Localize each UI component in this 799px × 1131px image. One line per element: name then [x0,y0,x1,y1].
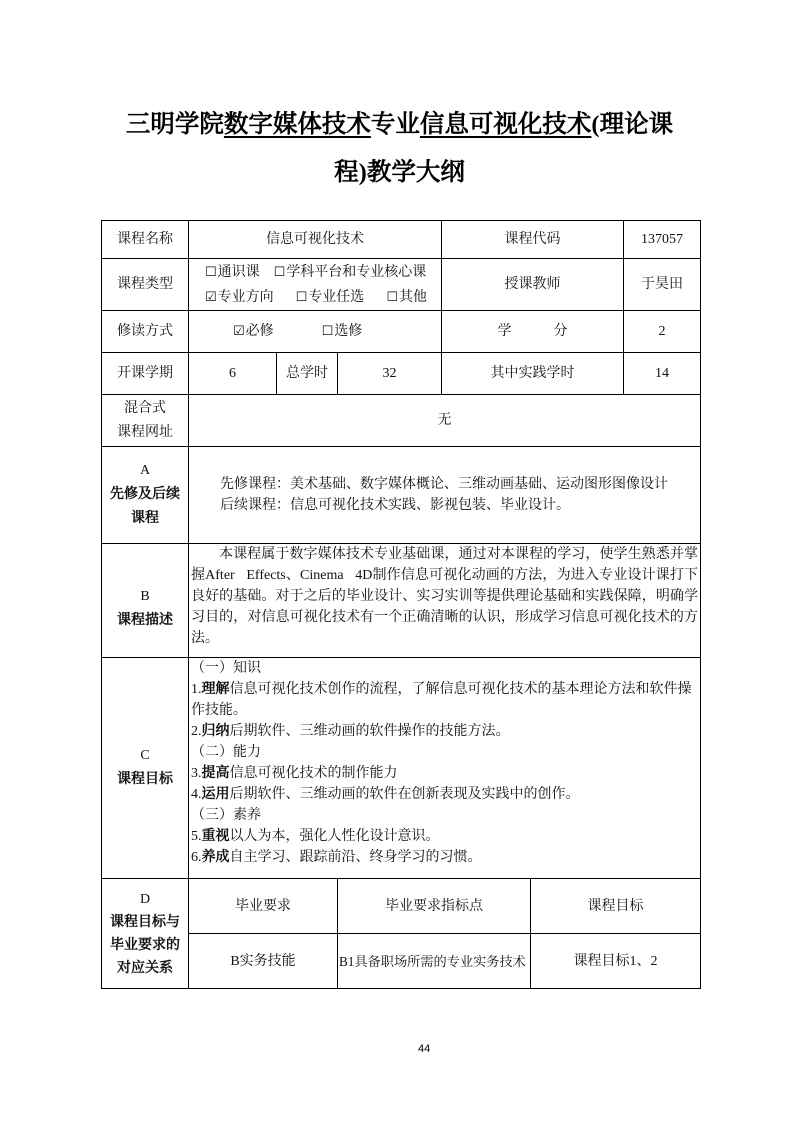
course-type-options-line-1 [205,260,439,285]
objective-number: 3. [191,766,202,781]
course-type-label: 课程类型 [102,259,189,311]
practice-hours-label: 其中实践学时 [442,353,624,395]
total-hours-value: 32 [338,353,442,395]
course-url-label-line: 混合式 [124,400,166,416]
objective-text: 信息可视化技术创作的流程，了解信息可视化技术的基本理论方法和软件操作技能。 [191,682,692,718]
follow-up-courses: 后续课程：信息可视化技术实践、影视包装、毕业设计。 [220,498,570,513]
mapping-row [102,934,701,989]
title-major-suffix: 专业 [370,111,420,138]
section-d-label [102,879,189,989]
checkbox-checked-icon: ☑ [233,324,245,339]
objective-text: 后期软件、三维动画的软件操作的技能方法。 [229,724,510,739]
mapping-header-indicator: 毕业要求指标点 [338,879,531,934]
course-name-row [102,221,701,259]
course-url-row [102,395,701,447]
checkbox-unchecked-icon: ☐ [273,264,286,280]
section-title: 课程描述 [117,612,173,628]
course-description [189,544,701,658]
checkbox-unchecked-icon: ☐ [386,289,398,305]
document-title [0,101,799,197]
option-core-course [274,260,427,285]
option-label: 学科平台和专业核心课 [286,264,427,280]
section-c-row [102,658,701,879]
option-general-education [205,260,260,285]
section-b-label [102,544,189,658]
course-url-label [102,395,189,447]
course-name-value: 信息可视化技术 [189,221,442,259]
checkbox-unchecked-icon: ☐ [295,289,308,305]
course-type-options-line-2 [205,285,439,310]
section-b-row [102,544,701,658]
section-c-label [102,658,189,879]
objective-verb: 运用 [201,787,230,802]
section-title-line: 先修及后续 [110,487,180,502]
checkbox-unchecked-icon: ☐ [205,264,217,280]
objective-number: 5. [191,829,202,844]
syllabus-table [101,220,701,989]
credit-label: 学 分 [442,311,624,353]
practice-hours-value: 14 [624,353,701,395]
teacher-label: 授课教师 [442,259,624,311]
objective-text: 以人为本，强化人性化设计意识。 [229,829,440,844]
objective-text: 后期软件、三维动画的软件在创新表现及实践中的创作。 [229,787,580,802]
section-a-row [102,447,701,544]
section-d-header-row [102,879,701,934]
objective-item [191,679,698,721]
option-elective [296,285,365,310]
option-other [386,285,427,310]
teacher-value: 于昊田 [624,259,701,311]
section-letter: C [140,748,150,763]
option-optional [322,321,363,342]
course-name-label: 课程名称 [102,221,189,259]
objective-item [191,763,698,784]
objective-group-heading: （三）素养 [191,808,261,823]
option-required [233,321,274,342]
mapping-requirement: B实务技能 [189,934,338,989]
course-type-options [189,259,442,311]
section-letter: A [139,463,151,478]
objective-verb: 重视 [201,829,230,844]
section-title-line: 课程 [131,511,159,526]
page-number: 44 [418,1043,431,1055]
option-label: 选修 [334,324,363,339]
option-label: 必修 [245,324,274,339]
objective-item [191,826,698,847]
objective-number: 4. [191,787,202,802]
objective-item [191,847,698,868]
section-title: 课程目标 [117,772,173,787]
study-mode-label: 修读方式 [102,311,189,353]
section-letter: D [139,891,151,907]
total-hours-label: 总学时 [277,353,338,395]
objective-verb: 养成 [201,850,230,865]
option-specialization [205,285,274,310]
objective-group-heading: （二）能力 [191,745,261,760]
checkbox-unchecked-icon: ☐ [321,324,334,339]
option-label: 专业方向 [217,289,274,305]
option-label: 其他 [398,289,427,305]
course-url-label-line: 课程网址 [117,424,173,440]
course-type-row [102,259,701,311]
course-url-value: 无 [189,395,701,447]
objective-item [191,721,698,742]
course-code-label: 课程代码 [442,221,624,259]
credit-value: 2 [624,311,701,353]
title-line2: 程)教学大纲 [334,159,465,186]
title-course-name: 信息可视化技术 [419,111,592,138]
semester-value: 6 [189,353,277,395]
semester-label: 开课学期 [102,353,189,395]
objective-item [191,784,698,805]
title-major: 数字媒体技术 [223,111,371,138]
course-description-text: 本课程属于数字媒体技术专业基础课，通过对本课程的学习，使学生熟悉并掌握After Effects、Cinema 4D制作信息可视化动画的方法，为进入专业设计课打下良好的基础。对于之后的毕业设计、实习实训等提供理论基础和实践保障，明确学习目的，对信息可视化技术有一个正确清晰的认识，形成学习信息可视化技术的方法。 [191,547,699,646]
objective-verb: 理解 [201,682,230,697]
prerequisite-courses: 先修课程：美术基础、数字媒体概论、三维动画基础、运动图形图像设计 [220,477,668,492]
objective-text: 自主学习、跟踪前沿、终身学习的习惯。 [229,850,482,865]
section-title-line: 课程目标与 [110,914,180,930]
study-mode-options [189,311,442,353]
semester-row [102,353,701,395]
mapping-indicator: B1具备职场所需的专业实务技术 [338,934,531,989]
study-mode-row [102,311,701,353]
objective-number: 2. [191,724,202,739]
prerequisite-content [189,447,701,544]
section-a-label [102,447,189,544]
checkbox-checked-icon: ☑ [205,289,217,305]
objective-text: 信息可视化技术的制作能力 [229,766,398,781]
course-objectives [189,658,701,879]
title-course-type: (理论课 [591,111,674,138]
option-label: 专业任选 [308,289,365,305]
objective-verb: 提高 [201,766,230,781]
objective-number: 1. [191,682,202,697]
objective-group-heading: （一）知识 [191,661,261,676]
mapping-header-objective: 课程目标 [531,879,701,934]
section-letter: B [140,588,150,604]
section-title-line: 对应关系 [117,960,173,976]
course-code-value: 137057 [624,221,701,259]
title-school: 三明学院 [125,111,224,138]
mapping-objective: 课程目标1、2 [531,934,701,989]
mapping-header-requirement: 毕业要求 [189,879,338,934]
section-title-line: 毕业要求的 [110,937,180,953]
objective-verb: 归纳 [201,724,230,739]
option-label: 通识课 [217,264,260,280]
objective-number: 6. [191,850,202,865]
